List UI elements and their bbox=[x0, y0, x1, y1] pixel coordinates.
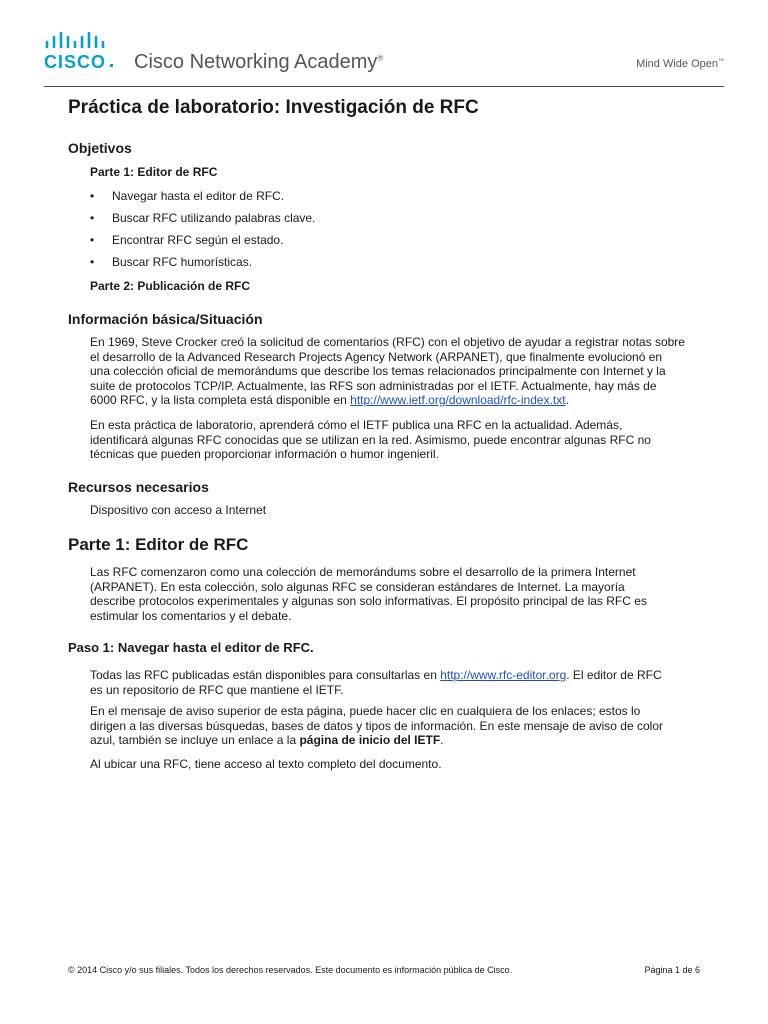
academy-name-text: Cisco Networking Academy bbox=[134, 51, 378, 73]
page-title: Práctica de laboratorio: Investigación de RFC bbox=[68, 97, 479, 118]
bullet-icon: • bbox=[90, 255, 95, 269]
academy-name bbox=[134, 51, 383, 74]
trademark-mark: ™ bbox=[718, 58, 724, 65]
text-span: Todas las RFC publicadas están disponibles para consultarlas en bbox=[90, 668, 441, 682]
text-line: técnicas que pueden proporcionar información o humor ingenieril. bbox=[90, 447, 439, 461]
text-line: Las RFC comenzaron como una colección de memorándums sobre el desarrollo de la primera Internet bbox=[90, 565, 636, 579]
objetivos-heading: Objetivos bbox=[68, 140, 132, 156]
info-paragraph-2 bbox=[90, 418, 702, 462]
list-item-text: Navegar hasta el editor de RFC. bbox=[112, 189, 285, 203]
info-heading: Información básica/Situación bbox=[68, 311, 263, 327]
objetivos-parte2: Parte 2: Publicación de RFC bbox=[90, 279, 251, 293]
text-line: el desarrollo de la Advanced Research Projects Agency Network (ARPANET), que finalmente evolucionó en bbox=[90, 349, 663, 364]
cisco-logo-dot bbox=[110, 64, 113, 67]
text-line: una colección oficial de memorándums que describe los temas relacionados principalmente con Internet y la bbox=[90, 364, 666, 378]
text-span: 6000 RFC, y la lista completa está disponible en bbox=[90, 393, 351, 407]
parte1-paragraph bbox=[90, 565, 702, 623]
recursos-item: Dispositivo con acceso a Internet bbox=[90, 503, 267, 517]
text-span: . El editor de RFC bbox=[566, 668, 662, 682]
text-line: En 1969, Steve Crocker creó la solicitud de comentarios (RFC) con el objetivo de ayudar a registrar notas sobre bbox=[90, 335, 685, 349]
text-line: (ARPANET). En esta colección, solo algunas RFC se consideran estándares de Internet. La mayoría bbox=[90, 579, 625, 594]
text-line: identificará algunas RFC conocidas que se utilizan en la red. Asimismo, puede encontrar algunas RFC no bbox=[90, 432, 651, 447]
text-line: suite de protocolos TCP/IP. Actualmente, las RFS son administradas por el IETF. Actualmente, hay más de bbox=[90, 378, 657, 393]
bullet-icon: • bbox=[90, 233, 95, 247]
tagline bbox=[636, 58, 724, 70]
rfc-editor-link[interactable]: http://www.rfc-editor.org bbox=[440, 668, 567, 682]
info-paragraph-1 bbox=[90, 335, 702, 408]
list-item-text: Buscar RFC humorísticas. bbox=[112, 255, 253, 269]
registered-mark: ® bbox=[377, 53, 384, 63]
cisco-logo-bars-icon bbox=[45, 32, 111, 48]
paso1-heading: Paso 1: Navegar hasta el editor de RFC. bbox=[68, 640, 314, 655]
text-line: estimular los comentarios y el debate. bbox=[90, 608, 292, 623]
text-line: es un repositorio de RFC que mantiene el IETF. bbox=[90, 682, 344, 697]
text-line: describe protocolos experimentales y algunas son solo informativas. El propósito principal de las RFC es bbox=[90, 594, 647, 608]
bullet-icon: • bbox=[90, 189, 95, 203]
text-line: En esta práctica de laboratorio, aprenderá cómo el IETF publica una RFC en la actualidad. Además, bbox=[90, 418, 623, 432]
objetivos-parte1: Parte 1: Editor de RFC bbox=[90, 165, 218, 179]
text-line: dirigen a las diversas búsquedas, bases de datos y tipos de información. En este mensaje de aviso de color bbox=[90, 718, 663, 733]
text-line: En el mensaje de aviso superior de esta página, puede hacer clic en cualquiera de los enlaces; estos lo bbox=[90, 704, 641, 718]
text-span: . bbox=[440, 733, 444, 747]
paso1-paragraph-1 bbox=[90, 668, 702, 697]
text-span: . bbox=[565, 393, 569, 407]
bullet-icon: • bbox=[90, 211, 95, 225]
list-item-text: Buscar RFC utilizando palabras clave. bbox=[112, 211, 316, 225]
ietf-home-emphasis: página de inicio del IETF bbox=[299, 733, 441, 747]
paso1-paragraph-3: Al ubicar una RFC, tiene acceso al texto completo del documento. bbox=[90, 757, 442, 771]
rfc-index-link[interactable]: http://www.ietf.org/download/rfc-index.txt bbox=[350, 393, 566, 407]
text-span: azul, también se incluye un enlace a la bbox=[90, 733, 300, 747]
text-line bbox=[90, 393, 702, 408]
paso1-paragraph-2 bbox=[90, 704, 702, 748]
copyright-text: © 2014 Cisco y/o sus filiales. Todos los derechos reservados. Este documento es información pública de Cisco. bbox=[68, 965, 513, 975]
text-line bbox=[90, 668, 702, 683]
page-number: Página 1 de 6 bbox=[644, 965, 700, 975]
cisco-logo-word: CISCO bbox=[44, 52, 107, 72]
header-divider bbox=[44, 86, 724, 87]
parte1-heading: Parte 1: Editor de RFC bbox=[68, 535, 249, 554]
tagline-text: Mind Wide Open bbox=[636, 58, 718, 70]
text-line bbox=[90, 733, 702, 748]
recursos-heading: Recursos necesarios bbox=[68, 479, 209, 495]
page-header bbox=[0, 0, 768, 88]
list-item-text: Encontrar RFC según el estado. bbox=[112, 233, 284, 247]
